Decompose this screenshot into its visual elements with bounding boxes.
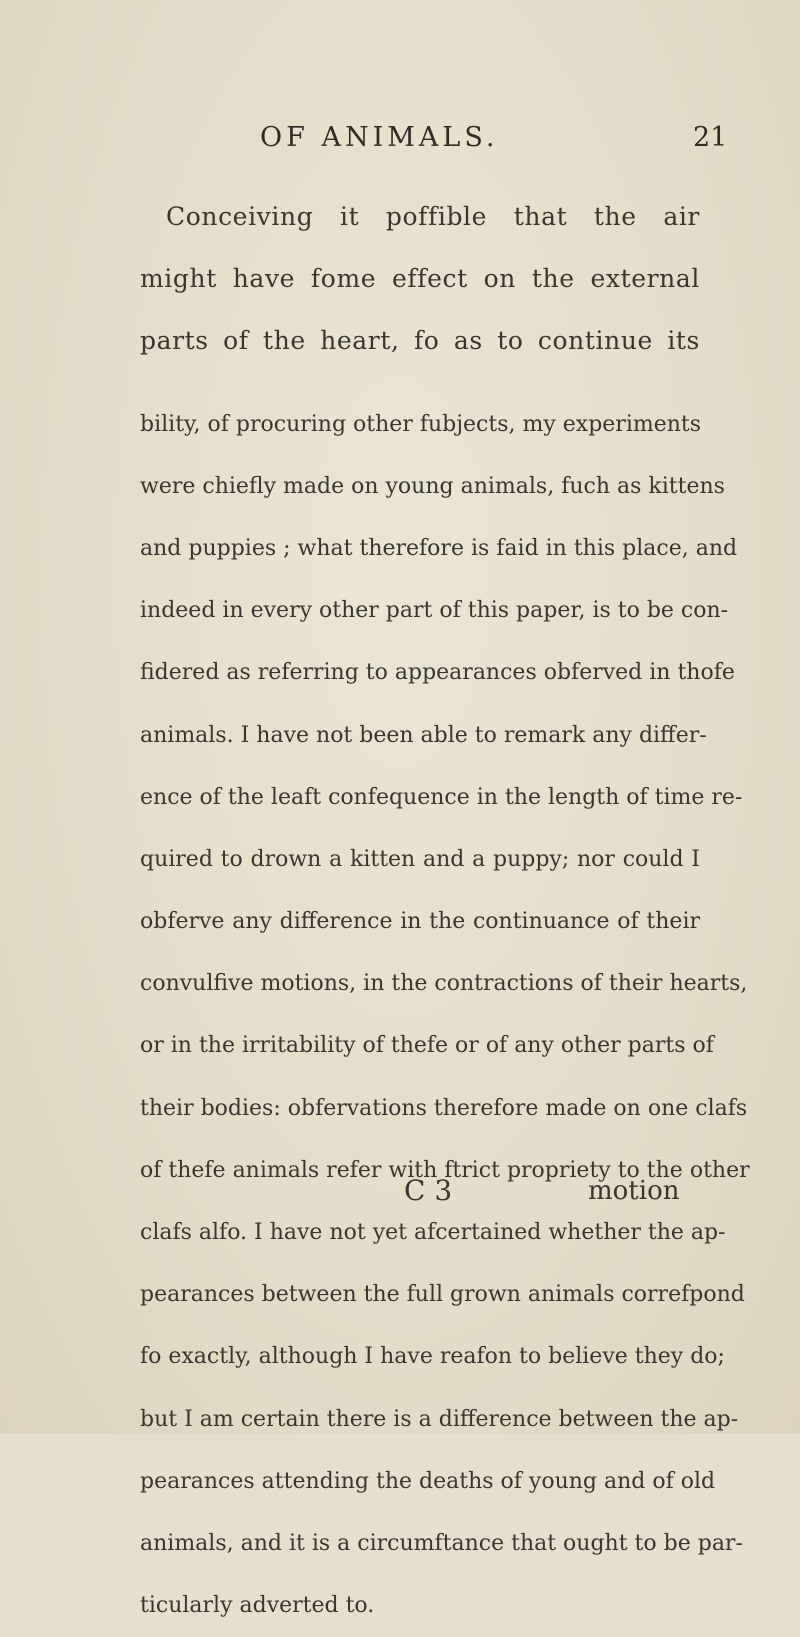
text-line: fidered as referring to appearances obferved in thofe	[140, 660, 735, 686]
text-line: ticularly adverted to.	[140, 1593, 375, 1619]
text-line: bility, of procuring other fubjects, my experiments	[140, 411, 702, 437]
text-line: clafs alfo. I have not yet afcertained whether the ap-	[140, 1220, 726, 1245]
page-footer	[0, 1174, 800, 1218]
text-line: quired to drown a kitten and a puppy; nor could I	[140, 846, 700, 872]
text-line: animals, and it is a circumftance that ought to be par-	[140, 1530, 743, 1556]
catchword: motion	[588, 1176, 680, 1206]
text-line: indeed in every other part of this paper, is to be con-	[140, 598, 729, 624]
text-line: pearances between the full grown animals correfpond	[140, 1282, 745, 1308]
text-line: ence of the leaft confequence in the length of time re-	[140, 784, 743, 810]
page-number: 21	[693, 122, 728, 153]
signature-mark: C 3	[404, 1174, 453, 1207]
text-line: their bodies: obfervations therefore made on one clafs	[140, 1095, 748, 1121]
running-head	[0, 122, 800, 166]
text-line: pearances attending the deaths of young and of old	[140, 1468, 716, 1494]
text-line: convulfive motions, in the contractions of their hearts,	[140, 971, 748, 997]
text-line: parts of the heart, fo as to continue its	[140, 326, 700, 356]
text-line: Conceiving it poffible that the air	[166, 202, 700, 231]
text-line: but I am certain there is a difference between the ap-	[140, 1406, 739, 1432]
running-title: OF ANIMALS.	[260, 122, 499, 153]
text-line: animals. I have not been able to remark any differ-	[140, 722, 707, 748]
text-line: fo exactly, although I have reafon to believe they do;	[140, 1344, 725, 1370]
text-line: were chiefly made on young animals, fuch as kittens	[140, 473, 725, 499]
text-line: and puppies ; what therefore is faid in this place, and	[140, 535, 738, 561]
text-line: or in the irritability of thefe or of any other parts of	[140, 1033, 714, 1059]
text-line: of thefe animals refer with ftrict propriety to the other	[140, 1157, 750, 1183]
text-line: might have fome effect on the external	[140, 264, 700, 294]
text-line: obferve any difference in the continuance of their	[140, 909, 700, 935]
body-text	[140, 186, 750, 1637]
